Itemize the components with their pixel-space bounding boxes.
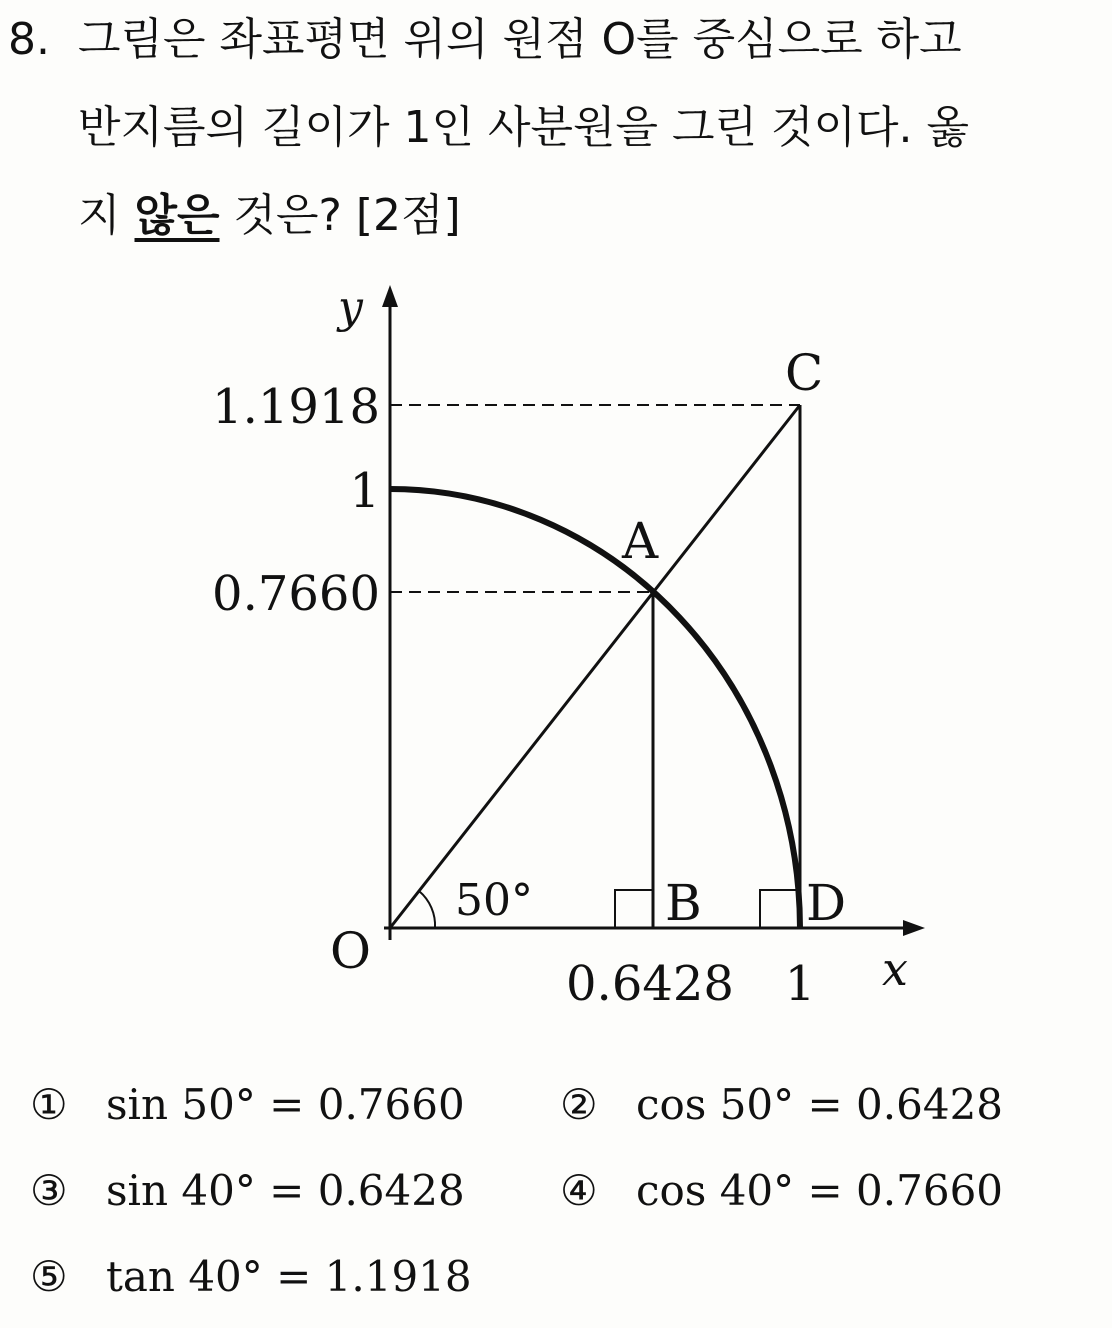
choice-5-text: tan 40° = 1.1918 (106, 1252, 472, 1301)
y-tick-1-1918: 1.1918 (212, 379, 380, 435)
choice-row-2 (30, 1156, 1090, 1242)
choice-3[interactable] (30, 1156, 560, 1226)
choice-4-mark: ④ (560, 1166, 598, 1215)
question-line-1-text: 그림은 좌표평면 위의 원점 O를 중심으로 하고 (78, 14, 962, 65)
answer-choices (30, 1070, 1090, 1328)
y-tick-0-7660: 0.7660 (212, 566, 380, 622)
unit-circle-figure (0, 270, 1112, 1030)
choice-2-text: cos 50° = 0.6428 (636, 1080, 1004, 1129)
choice-1-text: sin 50° = 0.7660 (106, 1080, 465, 1129)
point-d-label: D (806, 874, 847, 932)
y-axis-arrow (382, 285, 398, 307)
x-axis-arrow (903, 920, 925, 936)
point-a-label: A (622, 512, 659, 570)
choice-row-3 (30, 1242, 1090, 1328)
choice-3-text: sin 40° = 0.6428 (106, 1166, 465, 1215)
right-angle-mark-b (615, 890, 653, 928)
question-number: 8. (8, 14, 50, 65)
point-c-label: C (785, 344, 824, 402)
quarter-circle-arc (390, 489, 800, 928)
question-line-3 (8, 180, 1108, 268)
point-b-label: B (665, 874, 702, 932)
choice-1[interactable] (30, 1070, 560, 1140)
question-line-3-pre: 지 (78, 190, 135, 241)
question-line-1 (8, 4, 1108, 92)
origin-label: O (330, 922, 371, 980)
angle-label: 50° (455, 875, 533, 926)
choice-2[interactable] (560, 1070, 1090, 1140)
choice-4-text: cos 40° = 0.7660 (636, 1166, 1004, 1215)
angle-arc (419, 891, 435, 928)
choice-4[interactable] (560, 1156, 1090, 1226)
y-tick-1: 1 (349, 463, 380, 519)
ray-oc (390, 405, 800, 928)
choice-2-mark: ② (560, 1080, 598, 1129)
question-text (8, 4, 1108, 268)
negation-emphasis: 않은 (134, 190, 220, 241)
choice-row-1 (30, 1070, 1090, 1156)
x-tick-1: 1 (784, 956, 816, 1012)
question-line-3-post: 것은? [2점] (219, 190, 461, 241)
question-line-2: 반지름의 길이가 1인 사분원을 그린 것이다. 옳 (78, 102, 969, 153)
right-angle-mark-d (760, 890, 800, 928)
choice-3-mark: ③ (30, 1166, 68, 1215)
choice-5-mark: ⑤ (30, 1252, 68, 1301)
x-axis-label: x (882, 942, 908, 996)
choice-1-mark: ① (30, 1080, 68, 1129)
x-tick-0-6428: 0.6428 (566, 956, 734, 1012)
choice-5[interactable] (30, 1242, 560, 1312)
y-axis-label: y (338, 282, 363, 333)
